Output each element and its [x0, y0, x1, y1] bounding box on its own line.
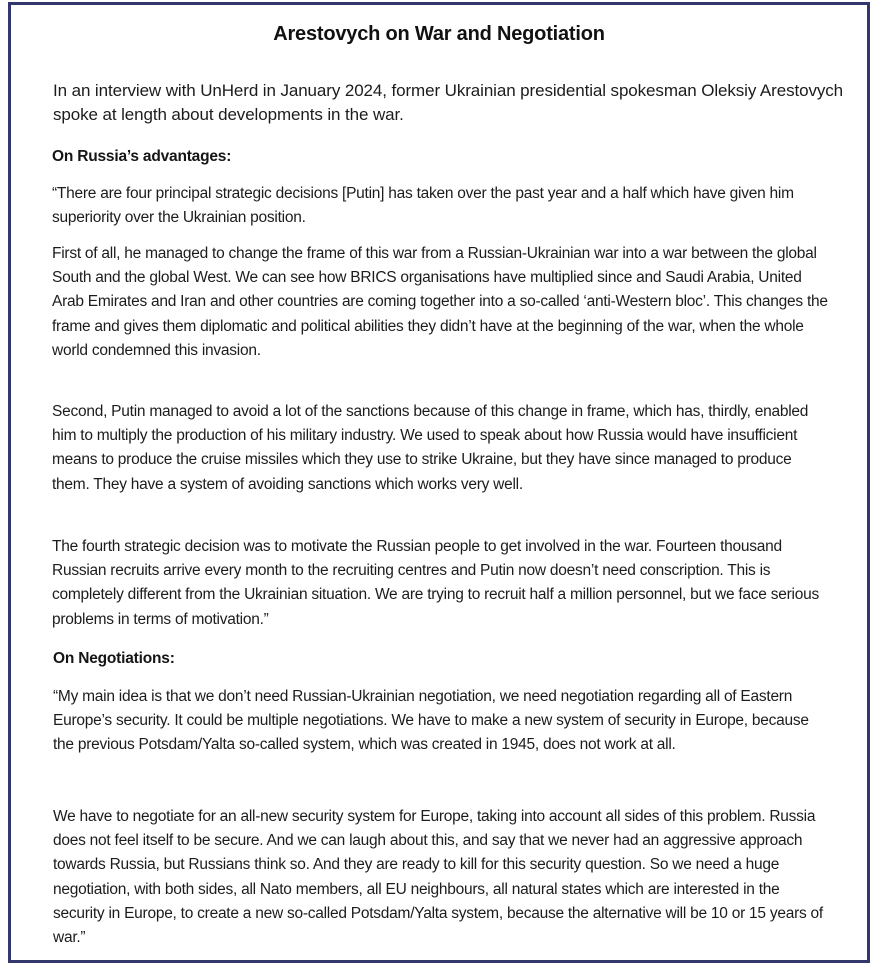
document-frame — [8, 2, 870, 963]
section-heading-negotiations: On Negotiations: — [53, 650, 175, 667]
paragraph-second-decision: Second, Putin managed to avoid a lot of the sanctions because of this change in frame, which has, thirdly, enabled him to multiply the production of his military industry. We used to speak about how Russia would have insufficient means to produce the cruise missiles which they use to strike Ukraine, but they have since managed to produce them. They have a system of avoiding sanctions which works very well. — [52, 403, 809, 493]
section-heading-russia-advantages: On Russia’s advantages: — [52, 148, 232, 165]
paragraph-new-security-system: We have to negotiate for an all-new security system for Europe, taking into account all sides of this problem. Russia does not feel itself to be secure. And we can laugh about this, and say that we never had an aggressive approach towards Russia, but Russians think so. And they are ready to kill for this security question. So we need a huge negotiation, with both sides, all Nato members, all EU neighbours, all natural states which are interested in the security in Europe, to create a new so-called Potsdam/Yalta system, because the alternative will be 10 or 15 years of war.” — [53, 808, 823, 947]
intro-paragraph: In an interview with UnHerd in January 2024, former Ukrainian presidential spokesman Oleksiy Arestovych spoke at length about developments in the war. — [53, 81, 844, 124]
paragraph-fourth-decision: The fourth strategic decision was to motivate the Russian people to get involved in the war. Fourteen thousand Russian recruits arrive every month to the recruiting centres and Putin now doesn’t need conscription. This is completely different from the Ukrainian situation. We are trying to recruit half a million personnel, but we face serious problems in terms of motivation.” — [52, 538, 819, 628]
page-title: Arestovych on War and Negotiation — [273, 23, 605, 45]
paragraph-main-idea: “My main idea is that we don’t need Russian-Ukrainian negotiation, we need negotiation regarding all of Eastern Europe’s security. It could be multiple negotiations. We have to make a new system of security in Europe, because the previous Potsdam/Yalta so-called system, which was created in 1945, does not work at all. — [53, 688, 809, 754]
paragraph-first-decision: First of all, he managed to change the frame of this war from a Russian-Ukrainian war into a war between the global South and the global West. We can see how BRICS organisations have multiplied since and Saudi Arabia, United Arab Emirates and Iran and other countries are coming together into a so-called ‘anti-Western bloc’. This changes the frame and gives them diplomatic and political abilities they didn’t have at the beginning of the war, when the whole world condemned this invasion. — [52, 245, 828, 359]
paragraph-four-decisions: “There are four principal strategic decisions [Putin] has taken over the past year and a half which have given him superiority over the Ukrainian position. — [52, 185, 794, 227]
